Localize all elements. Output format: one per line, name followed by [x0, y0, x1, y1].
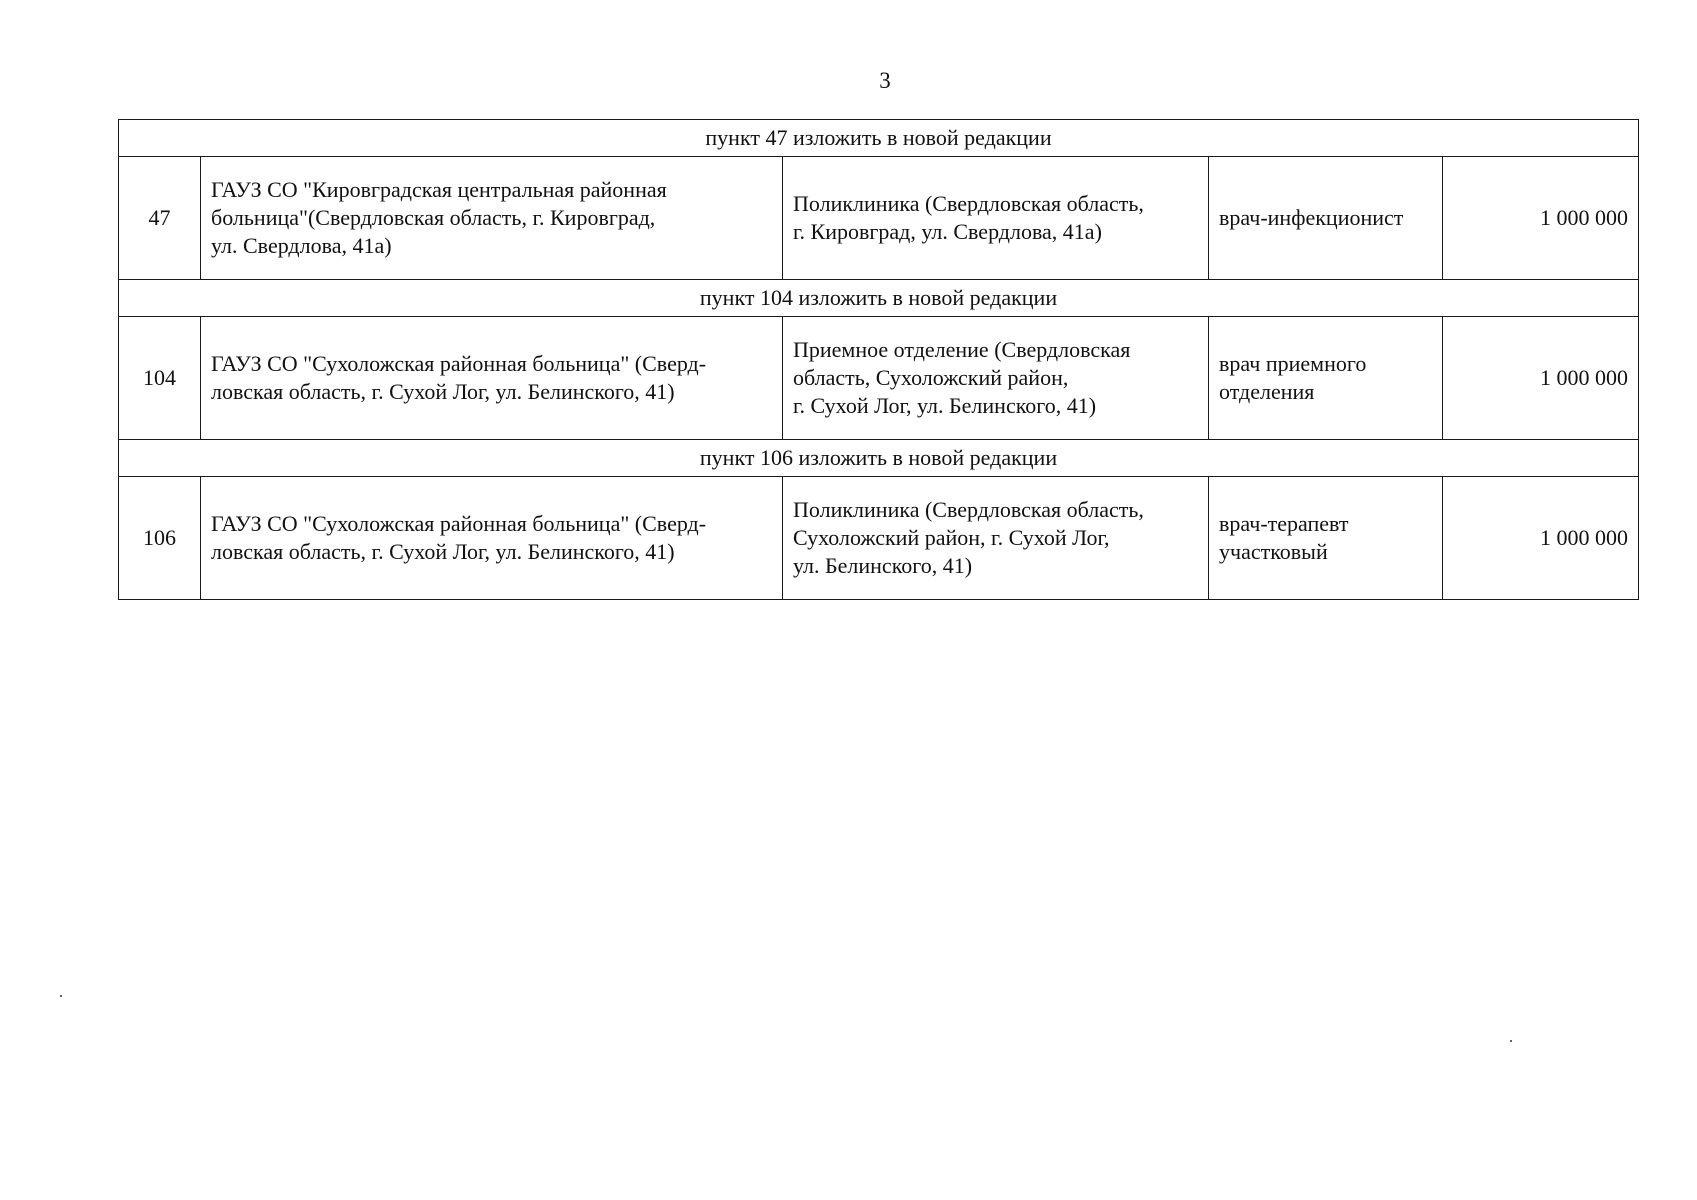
section-header: пункт 104 изложить в новой редакции — [119, 280, 1639, 317]
organization-cell: ГАУЗ СО "Кировградская центральная районная больница"(Свердловская область, г. Кировград, ул. Свердлова, 41а) — [201, 157, 783, 280]
position-cell: врач-терапевт участковый — [1209, 477, 1443, 600]
amount-cell: 1 000 000 — [1443, 317, 1639, 440]
section-header: пункт 106 изложить в новой редакции — [119, 440, 1639, 477]
section-header-row — [119, 440, 1639, 477]
row-number: 47 — [119, 157, 201, 280]
section-header: пункт 47 изложить в новой редакции — [119, 120, 1639, 157]
unit-cell: Поликлиника (Свердловская область, г. Кировград, ул. Свердлова, 41а) — [783, 157, 1209, 280]
page-number: 3 — [879, 68, 891, 93]
table-row — [119, 317, 1639, 440]
organization-cell: ГАУЗ СО "Сухоложская районная больница" (Сверд- ловская область, г. Сухой Лог, ул. Белинского, 41) — [201, 317, 783, 440]
position-cell: врач приемного отделения — [1209, 317, 1443, 440]
position-cell: врач-инфекционист — [1209, 157, 1443, 280]
row-number: 106 — [119, 477, 201, 600]
table-row — [119, 157, 1639, 280]
amount-cell: 1 000 000 — [1443, 477, 1639, 600]
row-number: 104 — [119, 317, 201, 440]
scan-artifact-dot — [60, 995, 62, 997]
section-header-row — [119, 120, 1639, 157]
unit-cell: Приемное отделение (Свердловская область, Сухоложский район, г. Сухой Лог, ул. Белинского, 41) — [783, 317, 1209, 440]
amount-cell: 1 000 000 — [1443, 157, 1639, 280]
unit-cell: Поликлиника (Свердловская область, Сухоложский район, г. Сухой Лог, ул. Белинского, 41) — [783, 477, 1209, 600]
section-header-row — [119, 280, 1639, 317]
organization-cell: ГАУЗ СО "Сухоложская районная больница" (Сверд- ловская область, г. Сухой Лог, ул. Белинского, 41) — [201, 477, 783, 600]
amendments-table — [118, 119, 1639, 600]
scan-artifact-dot — [1510, 1040, 1512, 1042]
table-row — [119, 477, 1639, 600]
